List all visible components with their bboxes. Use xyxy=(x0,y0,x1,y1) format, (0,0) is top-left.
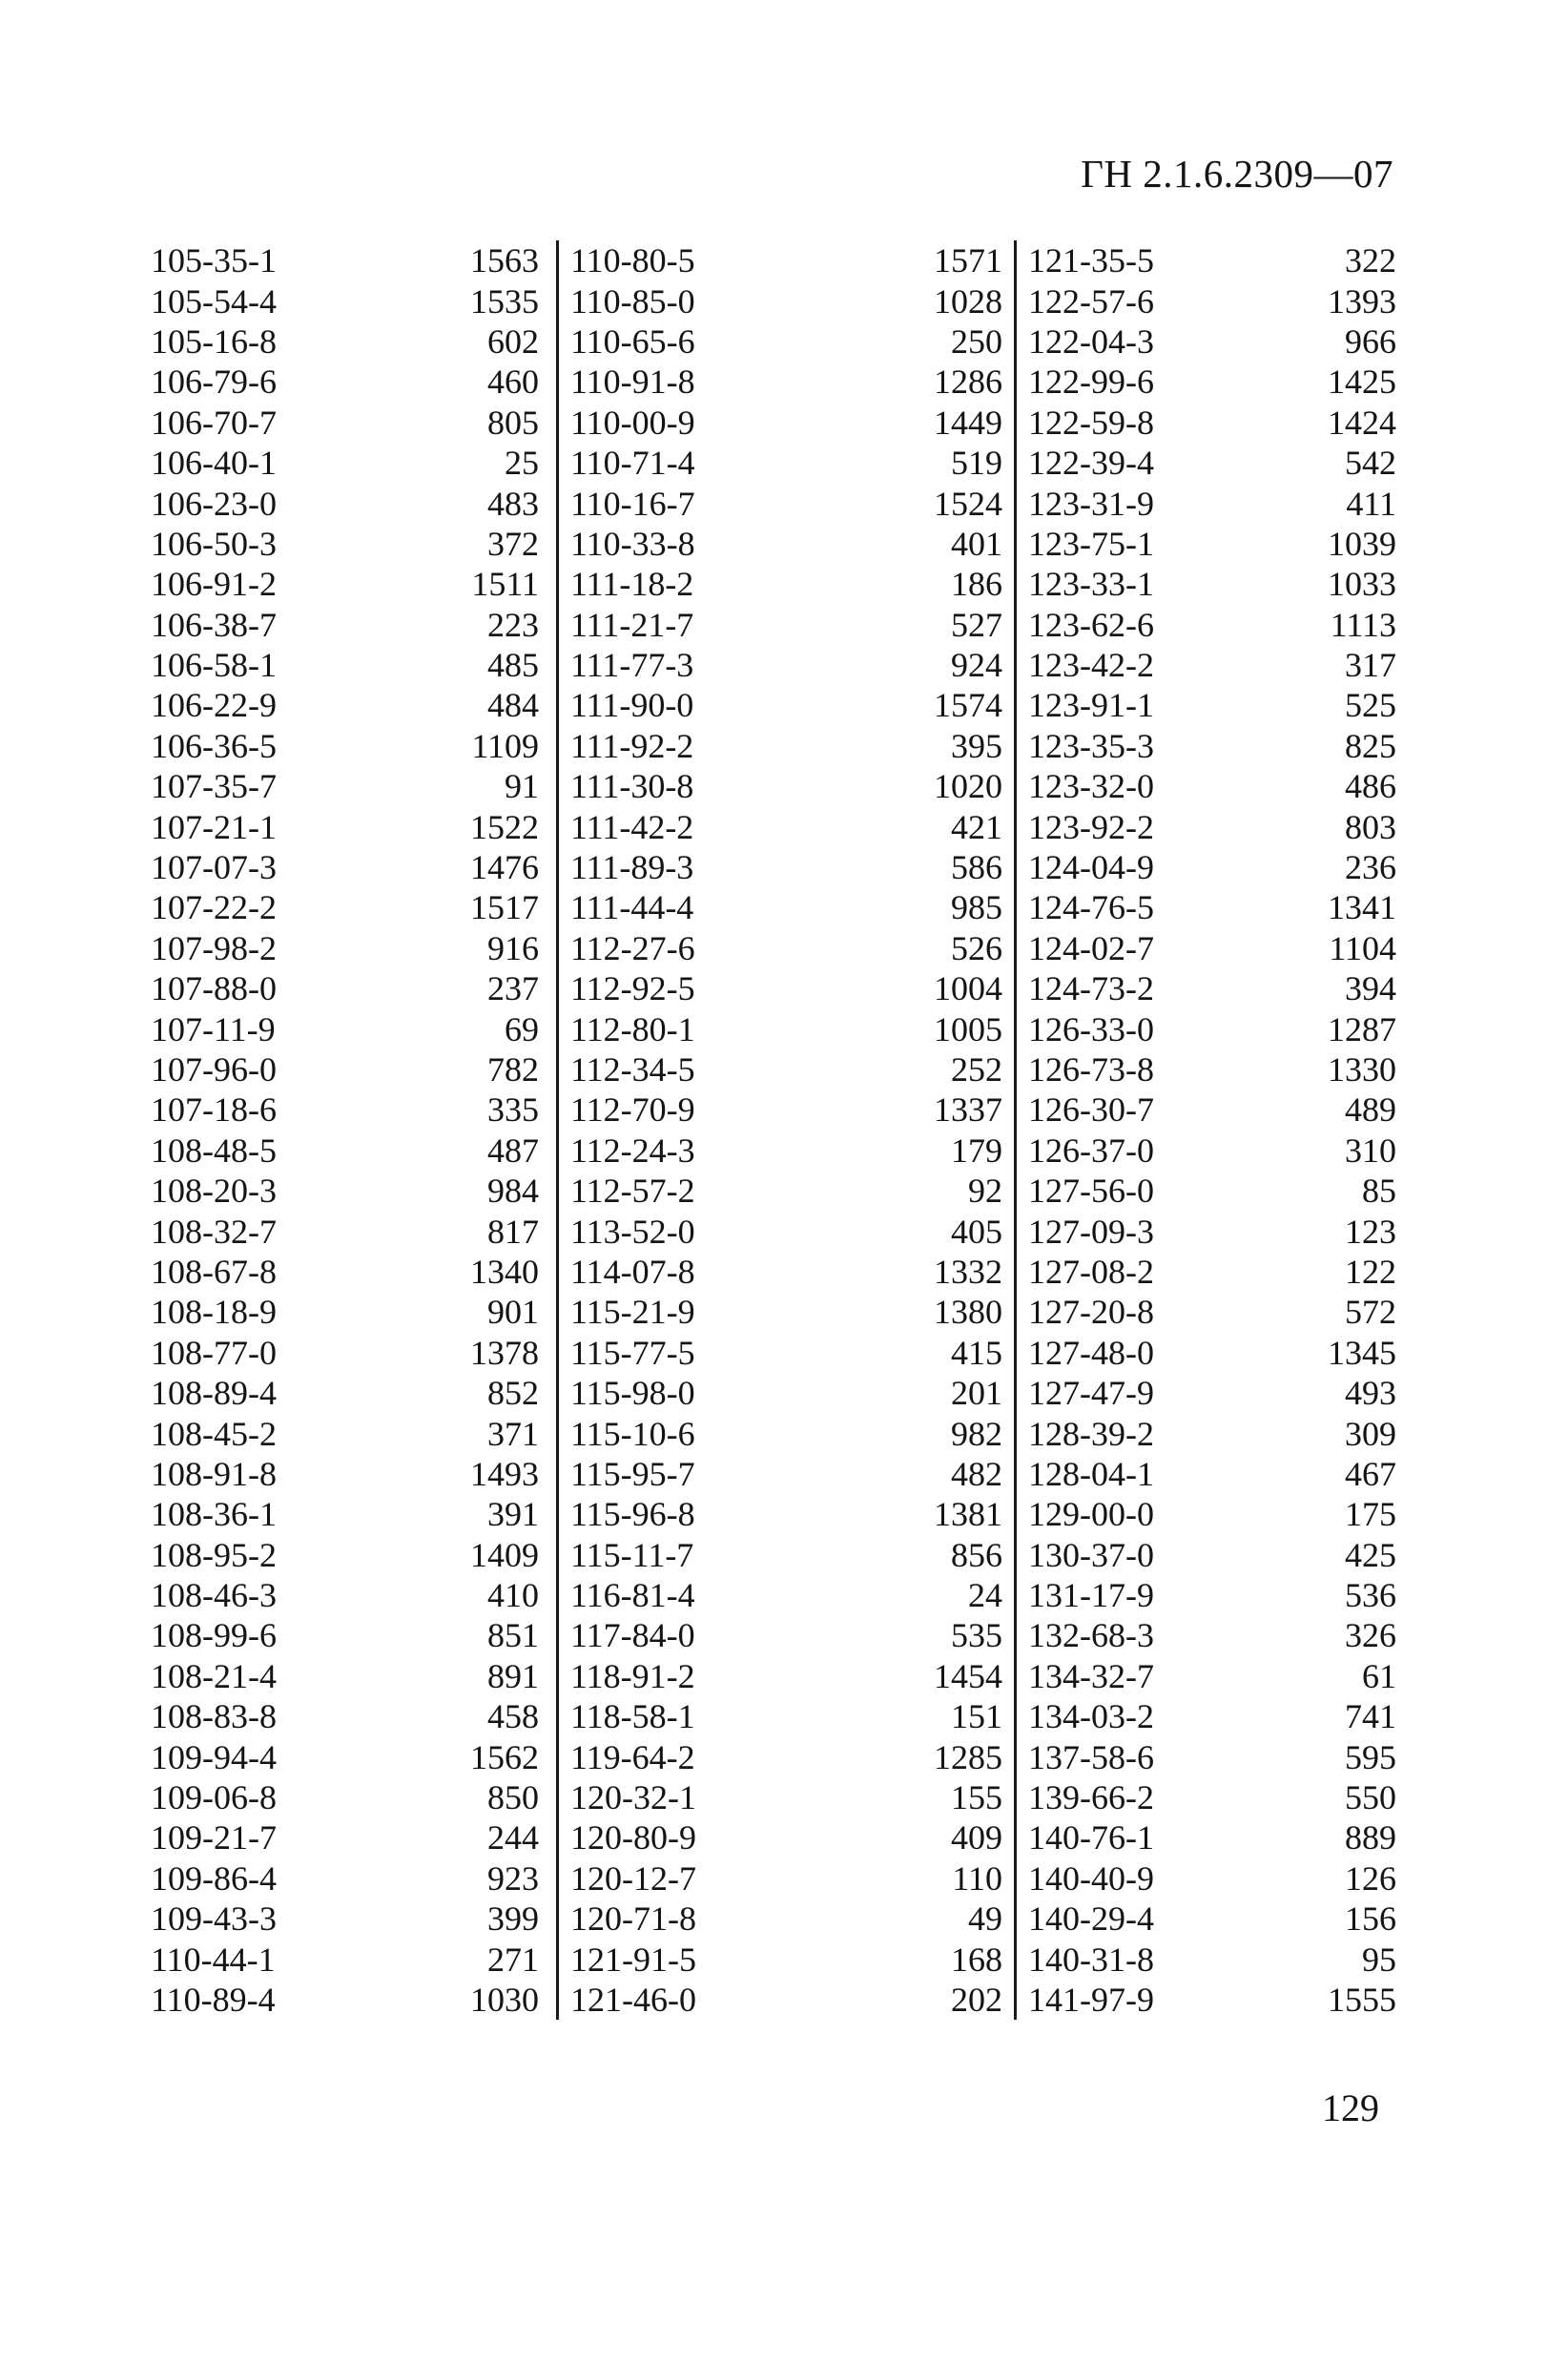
index-number-cell: 372 xyxy=(487,524,539,563)
index-number-cell: 1424 xyxy=(1328,403,1396,442)
index-number-cell: 817 xyxy=(487,1212,539,1251)
index-number-cell: 458 xyxy=(487,1697,539,1736)
index-number-cell: 1330 xyxy=(1328,1050,1396,1089)
index-number-cell: 122 xyxy=(1345,1252,1396,1291)
cas-number-cell: 108-46-3 xyxy=(151,1576,277,1615)
cas-number-cell: 141-97-9 xyxy=(1028,1980,1154,2019)
cas-number-cell: 115-96-8 xyxy=(570,1495,695,1534)
index-number-cell: 24 xyxy=(968,1576,1002,1615)
index-number-cell: 595 xyxy=(1345,1737,1396,1776)
cas-number-cell: 130-37-0 xyxy=(1028,1535,1154,1574)
index-number-cell: 1004 xyxy=(934,969,1002,1008)
index-number-cell: 223 xyxy=(487,605,539,644)
cas-number-cell: 127-56-0 xyxy=(1028,1172,1154,1211)
cas-number-cell: 107-35-7 xyxy=(151,767,277,806)
index-number-cell: 371 xyxy=(487,1414,539,1453)
index-number-cell: 317 xyxy=(1345,646,1396,685)
index-number-cell: 1476 xyxy=(470,848,539,887)
cas-number-cell: 107-18-6 xyxy=(151,1090,277,1130)
index-number-cell: 982 xyxy=(951,1414,1002,1453)
cas-number-cell: 112-70-9 xyxy=(570,1090,695,1130)
index-number-cell: 1381 xyxy=(934,1495,1002,1534)
cas-number-cell: 109-94-4 xyxy=(151,1737,277,1776)
cas-number-cell: 109-21-7 xyxy=(151,1818,277,1858)
index-number-cell: 236 xyxy=(1345,848,1396,887)
cas-number-cell: 110-65-6 xyxy=(570,322,695,361)
cas-number-cell: 115-95-7 xyxy=(570,1454,695,1493)
index-number-cell: 85 xyxy=(1362,1172,1396,1211)
index-number-cell: 151 xyxy=(951,1697,1002,1736)
index-number-cell: 1380 xyxy=(934,1293,1002,1332)
cas-number-cell: 120-71-8 xyxy=(570,1899,696,1939)
cas-number-cell: 122-57-6 xyxy=(1028,281,1154,321)
index-number-cell: 155 xyxy=(951,1778,1002,1817)
cas-number-cell: 110-33-8 xyxy=(570,524,695,563)
index-number-cell: 527 xyxy=(951,605,1002,644)
index-number-cell: 460 xyxy=(487,363,539,402)
cas-number-cell: 121-46-0 xyxy=(570,1980,696,2019)
index-number-cell: 271 xyxy=(487,1940,539,1979)
cas-number-cell: 127-48-0 xyxy=(1028,1333,1154,1372)
index-number-cell: 519 xyxy=(951,444,1002,483)
index-number-cell: 1039 xyxy=(1328,524,1396,563)
page-number: 129 xyxy=(1322,2086,1379,2129)
cas-number-cell: 120-80-9 xyxy=(570,1818,696,1858)
index-number-cell: 485 xyxy=(487,646,539,685)
cas-number-cell: 111-30-8 xyxy=(570,767,694,806)
index-number-cell: 487 xyxy=(487,1131,539,1170)
cas-number-cell: 121-91-5 xyxy=(570,1940,696,1979)
cas-number-cell: 111-44-4 xyxy=(570,888,694,927)
index-number-cell: 1340 xyxy=(470,1252,539,1291)
index-number-cell: 1493 xyxy=(470,1454,539,1493)
cas-number-cell: 116-81-4 xyxy=(570,1576,695,1615)
cas-index-table xyxy=(151,240,1400,2020)
cas-number-cell: 110-85-0 xyxy=(570,281,695,321)
cas-number-cell: 107-22-2 xyxy=(151,888,277,927)
index-number-cell: 409 xyxy=(951,1818,1002,1858)
cas-number-cell: 115-77-5 xyxy=(570,1333,695,1372)
index-number-cell: 1574 xyxy=(934,686,1002,725)
index-number-cell: 489 xyxy=(1345,1090,1396,1130)
cas-number-cell: 108-18-9 xyxy=(151,1293,277,1332)
cas-number-cell: 132-68-3 xyxy=(1028,1616,1154,1655)
column-number-2 xyxy=(866,240,1014,2020)
cas-number-cell: 123-42-2 xyxy=(1028,646,1154,685)
index-number-cell: 69 xyxy=(505,1009,539,1048)
index-number-cell: 536 xyxy=(1345,1576,1396,1615)
index-number-cell: 415 xyxy=(951,1333,1002,1372)
index-number-cell: 49 xyxy=(968,1899,1002,1939)
index-number-cell: 1332 xyxy=(934,1252,1002,1291)
cas-number-cell: 106-58-1 xyxy=(151,646,277,685)
cas-number-cell: 123-92-2 xyxy=(1028,807,1154,846)
index-number-cell: 322 xyxy=(1345,241,1396,280)
cas-number-cell: 127-08-2 xyxy=(1028,1252,1154,1291)
index-number-cell: 923 xyxy=(487,1858,539,1898)
cas-number-cell: 108-21-4 xyxy=(151,1656,277,1695)
index-number-cell: 535 xyxy=(951,1616,1002,1655)
index-number-cell: 252 xyxy=(951,1050,1002,1089)
index-number-cell: 179 xyxy=(951,1131,1002,1170)
index-number-cell: 1522 xyxy=(470,807,539,846)
index-number-cell: 856 xyxy=(951,1535,1002,1574)
index-number-cell: 61 xyxy=(1362,1656,1396,1695)
index-number-cell: 391 xyxy=(487,1495,539,1534)
cas-number-cell: 110-44-1 xyxy=(151,1940,276,1979)
index-number-cell: 602 xyxy=(487,322,539,361)
cas-number-cell: 109-06-8 xyxy=(151,1778,277,1817)
cas-number-cell: 123-91-1 xyxy=(1028,686,1154,725)
index-number-cell: 1563 xyxy=(470,241,539,280)
index-number-cell: 244 xyxy=(487,1818,539,1858)
index-number-cell: 168 xyxy=(951,1940,1002,1979)
cas-number-cell: 110-80-5 xyxy=(570,241,695,280)
cas-number-cell: 126-33-0 xyxy=(1028,1009,1154,1048)
index-number-cell: 891 xyxy=(487,1656,539,1695)
cas-number-cell: 106-38-7 xyxy=(151,605,277,644)
cas-number-cell: 128-04-1 xyxy=(1028,1454,1154,1493)
cas-number-cell: 119-64-2 xyxy=(570,1737,695,1776)
cas-number-cell: 112-92-5 xyxy=(570,969,695,1008)
cas-number-cell: 112-80-1 xyxy=(570,1009,695,1048)
cas-number-cell: 107-07-3 xyxy=(151,848,277,887)
cas-number-cell: 110-71-4 xyxy=(570,444,695,483)
index-number-cell: 1033 xyxy=(1328,565,1396,604)
index-number-cell: 410 xyxy=(487,1576,539,1615)
cas-number-cell: 106-70-7 xyxy=(151,403,277,442)
index-number-cell: 966 xyxy=(1345,322,1396,361)
column-number-3 xyxy=(1290,240,1400,2020)
column-number-1 xyxy=(399,240,556,2020)
cas-number-cell: 110-16-7 xyxy=(570,484,695,523)
cas-number-cell: 128-39-2 xyxy=(1028,1414,1154,1453)
index-number-cell: 237 xyxy=(487,969,539,1008)
index-number-cell: 175 xyxy=(1345,1495,1396,1534)
index-number-cell: 916 xyxy=(487,928,539,967)
cas-number-cell: 117-84-0 xyxy=(570,1616,695,1655)
index-number-cell: 805 xyxy=(487,403,539,442)
cas-number-cell: 111-90-0 xyxy=(570,686,694,725)
index-number-cell: 186 xyxy=(951,565,1002,604)
cas-number-cell: 108-67-8 xyxy=(151,1252,277,1291)
cas-number-cell: 105-54-4 xyxy=(151,281,277,321)
index-number-cell: 484 xyxy=(487,686,539,725)
cas-number-cell: 111-21-7 xyxy=(570,605,694,644)
column-cas-2 xyxy=(556,240,866,2020)
cas-number-cell: 123-31-9 xyxy=(1028,484,1154,523)
cas-number-cell: 110-91-8 xyxy=(570,363,695,402)
index-number-cell: 326 xyxy=(1345,1616,1396,1655)
cas-number-cell: 111-92-2 xyxy=(570,726,694,765)
cas-number-cell: 140-40-9 xyxy=(1028,1858,1154,1898)
index-number-cell: 126 xyxy=(1345,1858,1396,1898)
index-number-cell: 202 xyxy=(951,1980,1002,2019)
cas-number-cell: 108-77-0 xyxy=(151,1333,277,1372)
index-number-cell: 486 xyxy=(1345,767,1396,806)
index-number-cell: 95 xyxy=(1362,1940,1396,1979)
cas-number-cell: 131-17-9 xyxy=(1028,1576,1154,1615)
index-number-cell: 123 xyxy=(1345,1212,1396,1251)
index-number-cell: 985 xyxy=(951,888,1002,927)
cas-number-cell: 105-35-1 xyxy=(151,241,277,280)
cas-number-cell: 134-32-7 xyxy=(1028,1656,1154,1695)
index-number-cell: 399 xyxy=(487,1899,539,1939)
cas-number-cell: 109-43-3 xyxy=(151,1899,277,1939)
cas-number-cell: 122-04-3 xyxy=(1028,322,1154,361)
index-number-cell: 25 xyxy=(505,444,539,483)
index-number-cell: 467 xyxy=(1345,1454,1396,1493)
index-number-cell: 825 xyxy=(1345,726,1396,765)
index-number-cell: 1378 xyxy=(470,1333,539,1372)
cas-number-cell: 124-73-2 xyxy=(1028,969,1154,1008)
cas-number-cell: 111-77-3 xyxy=(570,646,694,685)
index-number-cell: 405 xyxy=(951,1212,1002,1251)
index-number-cell: 1454 xyxy=(934,1656,1002,1695)
index-number-cell: 394 xyxy=(1345,969,1396,1008)
index-number-cell: 1028 xyxy=(934,281,1002,321)
index-number-cell: 483 xyxy=(487,484,539,523)
cas-number-cell: 108-45-2 xyxy=(151,1414,277,1453)
index-number-cell: 395 xyxy=(951,726,1002,765)
cas-number-cell: 108-32-7 xyxy=(151,1212,277,1251)
index-number-cell: 1341 xyxy=(1328,888,1396,927)
cas-number-cell: 115-98-0 xyxy=(570,1374,695,1413)
cas-number-cell: 126-30-7 xyxy=(1028,1090,1154,1130)
cas-number-cell: 140-31-8 xyxy=(1028,1940,1154,1979)
cas-number-cell: 107-88-0 xyxy=(151,969,277,1008)
index-number-cell: 1555 xyxy=(1328,1980,1396,2019)
index-number-cell: 309 xyxy=(1345,1414,1396,1453)
cas-number-cell: 107-96-0 xyxy=(151,1050,277,1089)
cas-number-cell: 112-34-5 xyxy=(570,1050,695,1089)
index-number-cell: 889 xyxy=(1345,1818,1396,1858)
cas-number-cell: 123-75-1 xyxy=(1028,524,1154,563)
cas-number-cell: 110-89-4 xyxy=(151,1980,276,2019)
index-number-cell: 1449 xyxy=(934,403,1002,442)
index-number-cell: 803 xyxy=(1345,807,1396,846)
document-code: ГН 2.1.6.2309—07 xyxy=(1081,152,1393,196)
cas-number-cell: 121-35-5 xyxy=(1028,241,1154,280)
index-number-cell: 1562 xyxy=(470,1737,539,1776)
index-number-cell: 550 xyxy=(1345,1778,1396,1817)
index-number-cell: 1337 xyxy=(934,1090,1002,1130)
cas-number-cell: 115-21-9 xyxy=(570,1293,695,1332)
cas-number-cell: 108-91-8 xyxy=(151,1454,277,1493)
index-number-cell: 901 xyxy=(487,1293,539,1332)
cas-number-cell: 113-52-0 xyxy=(570,1212,695,1251)
cas-number-cell: 112-57-2 xyxy=(570,1172,695,1211)
index-number-cell: 425 xyxy=(1345,1535,1396,1574)
index-number-cell: 572 xyxy=(1345,1293,1396,1332)
cas-number-cell: 106-50-3 xyxy=(151,524,277,563)
cas-number-cell: 111-18-2 xyxy=(570,565,694,604)
cas-number-cell: 112-24-3 xyxy=(570,1131,695,1170)
cas-number-cell: 107-98-2 xyxy=(151,928,277,967)
index-number-cell: 421 xyxy=(951,807,1002,846)
index-number-cell: 1517 xyxy=(470,888,539,927)
cas-number-cell: 109-86-4 xyxy=(151,1858,277,1898)
index-number-cell: 92 xyxy=(968,1172,1002,1211)
index-number-cell: 526 xyxy=(951,928,1002,967)
cas-number-cell: 120-32-1 xyxy=(570,1778,696,1817)
index-number-cell: 1113 xyxy=(1330,605,1396,644)
index-number-cell: 586 xyxy=(951,848,1002,887)
index-number-cell: 1287 xyxy=(1328,1009,1396,1048)
cas-number-cell: 124-76-5 xyxy=(1028,888,1154,927)
index-number-cell: 1571 xyxy=(934,241,1002,280)
index-number-cell: 852 xyxy=(487,1374,539,1413)
cas-number-cell: 106-79-6 xyxy=(151,363,277,402)
index-number-cell: 1109 xyxy=(471,726,539,765)
index-number-cell: 851 xyxy=(487,1616,539,1655)
index-number-cell: 310 xyxy=(1345,1131,1396,1170)
cas-number-cell: 137-58-6 xyxy=(1028,1737,1154,1776)
cas-number-cell: 124-04-9 xyxy=(1028,848,1154,887)
cas-number-cell: 106-40-1 xyxy=(151,444,277,483)
cas-number-cell: 123-33-1 xyxy=(1028,565,1154,604)
index-number-cell: 493 xyxy=(1345,1374,1396,1413)
cas-number-cell: 108-36-1 xyxy=(151,1495,277,1534)
index-number-cell: 411 xyxy=(1346,484,1396,523)
cas-number-cell: 122-99-6 xyxy=(1028,363,1154,402)
cas-number-cell: 108-20-3 xyxy=(151,1172,277,1211)
cas-number-cell: 106-23-0 xyxy=(151,484,277,523)
index-number-cell: 401 xyxy=(951,524,1002,563)
cas-number-cell: 126-37-0 xyxy=(1028,1131,1154,1170)
cas-number-cell: 134-03-2 xyxy=(1028,1697,1154,1736)
cas-number-cell: 120-12-7 xyxy=(570,1858,696,1898)
index-number-cell: 924 xyxy=(951,646,1002,685)
cas-number-cell: 127-47-9 xyxy=(1028,1374,1154,1413)
cas-number-cell: 122-39-4 xyxy=(1028,444,1154,483)
index-number-cell: 1511 xyxy=(471,565,539,604)
index-number-cell: 782 xyxy=(487,1050,539,1089)
index-number-cell: 1104 xyxy=(1329,928,1396,967)
cas-number-cell: 123-62-6 xyxy=(1028,605,1154,644)
index-number-cell: 156 xyxy=(1345,1899,1396,1939)
cas-number-cell: 123-32-0 xyxy=(1028,767,1154,806)
index-number-cell: 201 xyxy=(951,1374,1002,1413)
cas-number-cell: 115-11-7 xyxy=(570,1535,694,1574)
cas-number-cell: 129-00-0 xyxy=(1028,1495,1154,1534)
index-number-cell: 1393 xyxy=(1328,281,1396,321)
index-number-cell: 91 xyxy=(505,767,539,806)
cas-number-cell: 106-36-5 xyxy=(151,726,277,765)
cas-number-cell: 105-16-8 xyxy=(151,322,277,361)
cas-number-cell: 115-10-6 xyxy=(570,1414,695,1453)
index-number-cell: 850 xyxy=(487,1778,539,1817)
index-number-cell: 1286 xyxy=(934,363,1002,402)
index-number-cell: 984 xyxy=(487,1172,539,1211)
index-number-cell: 1020 xyxy=(934,767,1002,806)
index-number-cell: 1285 xyxy=(934,1737,1002,1776)
column-cas-1 xyxy=(151,240,399,2020)
cas-number-cell: 126-73-8 xyxy=(1028,1050,1154,1089)
cas-number-cell: 114-07-8 xyxy=(570,1252,695,1291)
index-number-cell: 250 xyxy=(951,322,1002,361)
column-cas-3 xyxy=(1014,240,1290,2020)
cas-number-cell: 106-91-2 xyxy=(151,565,277,604)
cas-number-cell: 127-20-8 xyxy=(1028,1293,1154,1332)
index-number-cell: 542 xyxy=(1345,444,1396,483)
cas-number-cell: 108-83-8 xyxy=(151,1697,277,1736)
index-number-cell: 110 xyxy=(952,1858,1002,1898)
index-number-cell: 741 xyxy=(1345,1697,1396,1736)
index-number-cell: 525 xyxy=(1345,686,1396,725)
index-number-cell: 1005 xyxy=(934,1009,1002,1048)
cas-number-cell: 110-00-9 xyxy=(570,403,695,442)
cas-number-cell: 139-66-2 xyxy=(1028,1778,1154,1817)
cas-number-cell: 140-76-1 xyxy=(1028,1818,1154,1858)
index-number-cell: 1425 xyxy=(1328,363,1396,402)
index-number-cell: 335 xyxy=(487,1090,539,1130)
cas-number-cell: 107-21-1 xyxy=(151,807,277,846)
index-number-cell: 1535 xyxy=(470,281,539,321)
cas-number-cell: 122-59-8 xyxy=(1028,403,1154,442)
cas-number-cell: 124-02-7 xyxy=(1028,928,1154,967)
cas-number-cell: 108-48-5 xyxy=(151,1131,277,1170)
index-number-cell: 1524 xyxy=(934,484,1002,523)
cas-number-cell: 111-89-3 xyxy=(570,848,694,887)
index-number-cell: 482 xyxy=(951,1454,1002,1493)
index-number-cell: 1030 xyxy=(470,1980,539,2019)
cas-number-cell: 108-89-4 xyxy=(151,1374,277,1413)
cas-number-cell: 111-42-2 xyxy=(570,807,694,846)
cas-number-cell: 118-91-2 xyxy=(570,1656,695,1695)
cas-number-cell: 108-95-2 xyxy=(151,1535,277,1574)
cas-number-cell: 108-99-6 xyxy=(151,1616,277,1655)
index-number-cell: 1345 xyxy=(1328,1333,1396,1372)
cas-number-cell: 118-58-1 xyxy=(570,1697,695,1736)
cas-number-cell: 127-09-3 xyxy=(1028,1212,1154,1251)
cas-number-cell: 107-11-9 xyxy=(151,1009,276,1048)
cas-number-cell: 106-22-9 xyxy=(151,686,277,725)
index-number-cell: 1409 xyxy=(470,1535,539,1574)
cas-number-cell: 123-35-3 xyxy=(1028,726,1154,765)
cas-number-cell: 140-29-4 xyxy=(1028,1899,1154,1939)
cas-number-cell: 112-27-6 xyxy=(570,928,695,967)
